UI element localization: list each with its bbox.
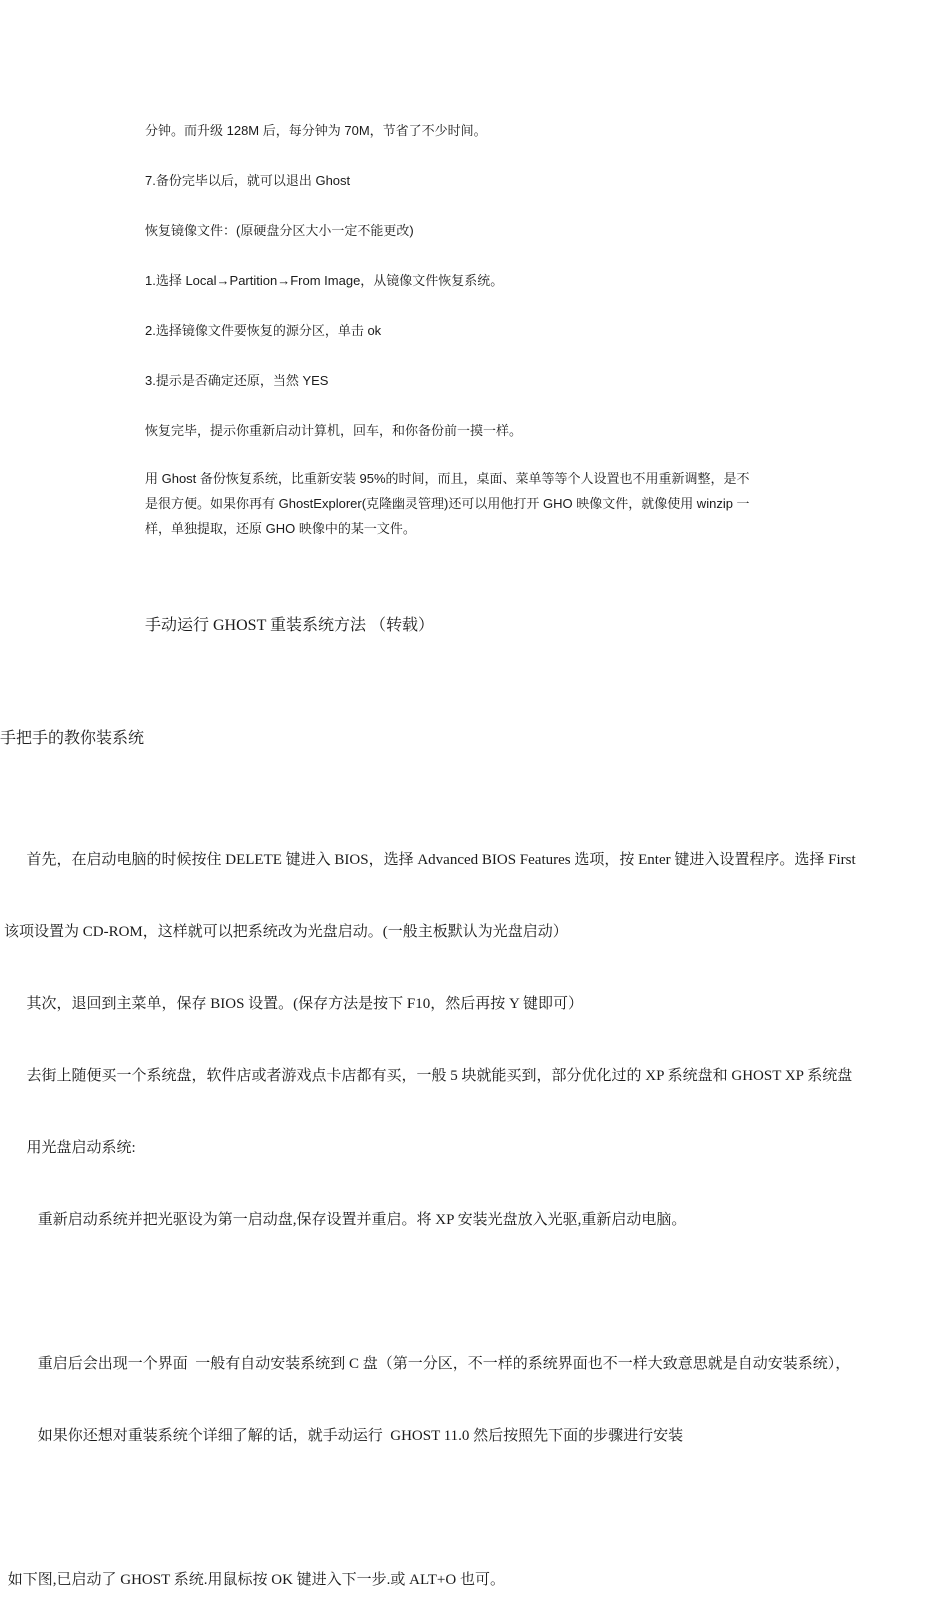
paragraph-ghost-benefits — [145, 466, 750, 541]
article-title: 手动运行 GHOST 重装系统方法 （转载） — [145, 617, 435, 634]
paragraph-line: 是很方便。如果你再有 GhostExplorer(克隆幽灵管理)还可以用他打开 GHO 映像文件，就像使用 winzip 一 — [145, 496, 750, 511]
body-line: 如果你还想对重装系统个详细了解的话，就手动运行 GHOST 11.0 然后按照先下面的步骤进行安装 — [4, 1428, 684, 1444]
body-line: 如下图,已启动了 GHOST 系统.用鼠标按 OK 键进入下一步.或 ALT+O 也可。 — [4, 1572, 505, 1588]
body-line: 首先，在启动电脑的时候按住 DELETE 键进入 BIOS，选择 Advanced BIOS Features 选项，按 Enter 键进入设置程序。选择 First — [4, 852, 856, 868]
body-line: 其次，退回到主菜单，保存 BIOS 设置。(保存方法是按下 F10，然后再按 Y 键即可） — [4, 996, 584, 1012]
paragraph-restore-heading: 恢复镜像文件：(原硬盘分区大小一定不能更改) — [145, 223, 414, 238]
paragraph-step-2: 2.选择镜像文件要恢复的源分区，单击 ok — [145, 323, 382, 338]
body-line: 重启后会出现一个界面 一般有自动安装系统到 C 盘（第一分区，不一样的系统界面也不一样大致意思就是自动安装系统）， — [4, 1356, 851, 1372]
body-line: 用光盘启动系统: — [4, 1140, 136, 1156]
paragraph-line: 样，单独提取，还原 GHO 映像中的某一文件。 — [145, 521, 416, 536]
paragraph-step-1: 1.选择 Local→Partition→From Image，从镜像文件恢复系统。 — [145, 273, 504, 288]
paragraph-upgrade-time: 分钟。而升级 128M 后，每分钟为 70M，节省了不少时间。 — [145, 123, 487, 138]
install-instructions — [4, 800, 856, 1616]
body-line: 去街上随便买一个系统盘，软件店或者游戏点卡店都有买，一般 5 块就能买到，部分优化过的 XP 系统盘和 GHOST XP 系统盘 — [4, 1068, 853, 1084]
paragraph-line: 用 Ghost 备份恢复系统，比重新安装 95%的时间，而且，桌面、菜单等等个人设置也不用重新调整，是不 — [145, 471, 750, 486]
body-line — [4, 1280, 856, 1304]
section-heading: 手把手的教你装系统 — [0, 730, 145, 747]
paragraph-exit-ghost: 7.备份完毕以后，就可以退出 Ghost — [145, 173, 351, 188]
body-line: 该项设置为 CD-ROM，这样就可以把系统改为光盘启动。(一般主板默认为光盘启动） — [4, 924, 568, 940]
paragraph-step-3: 3.提示是否确定还原，当然 YES — [145, 373, 329, 388]
body-line — [4, 1496, 856, 1520]
paragraph-restore-complete: 恢复完毕，提示你重新启动计算机，回车，和你备份前一摸一样。 — [145, 423, 523, 438]
body-line: 重新启动系统并把光驱设为第一启动盘,保存设置并重启。将 XP 安装光盘放入光驱,重新启动电脑。 — [4, 1212, 687, 1228]
